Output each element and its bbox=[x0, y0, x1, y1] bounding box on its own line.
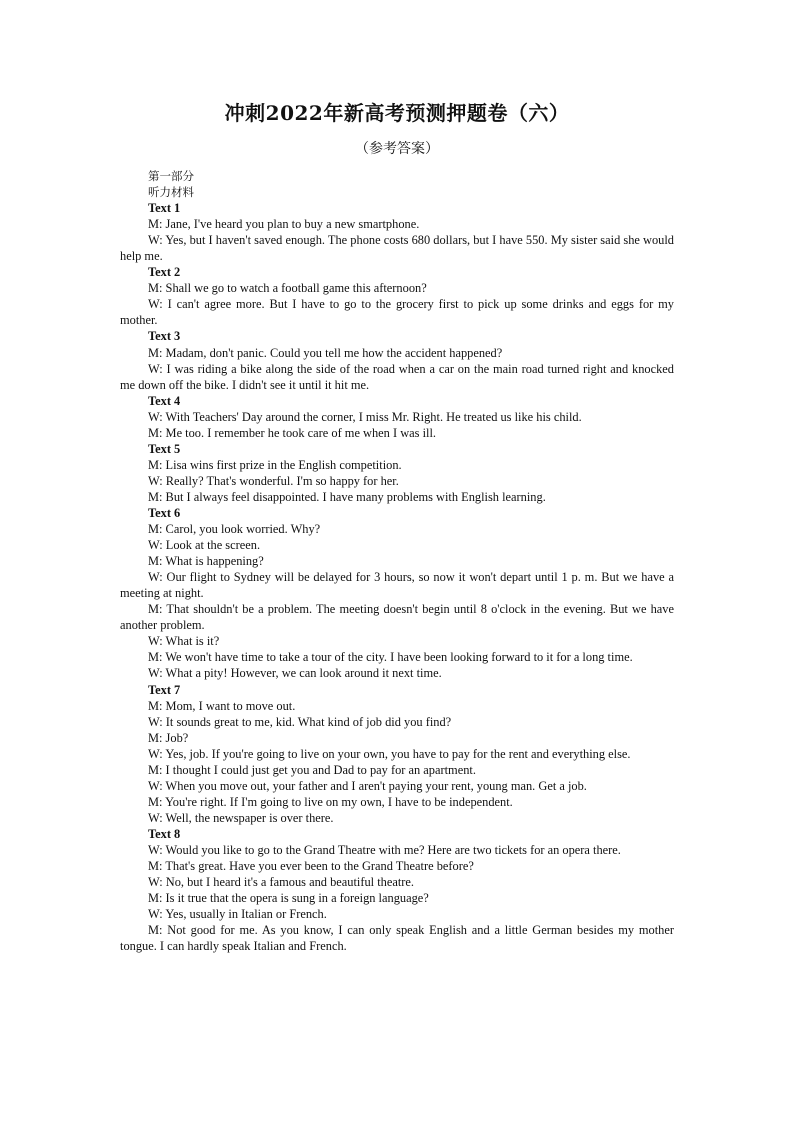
dialogue-line: W: Yes, job. If you're going to live on your own, you have to pay for the rent and everything else. bbox=[148, 746, 631, 761]
dialogue-line: W: Look at the screen. bbox=[148, 538, 261, 553]
dialogue-line: M: Carol, you look worried. Why? bbox=[148, 522, 321, 537]
dialogue-line: W: What is it? bbox=[148, 634, 220, 649]
dialogue-line: W: With Teachers' Day around the corner, I miss Mr. Right. He treated us like his child. bbox=[148, 409, 582, 424]
dialogue-line: M: Is it true that the opera is sung in a foreign language? bbox=[148, 891, 429, 906]
document-body bbox=[120, 168, 674, 954]
text-heading: Text 7 bbox=[148, 682, 181, 697]
dialogue-line: W: What a pity! However, we can look around it next time. bbox=[148, 666, 442, 681]
dialogue-line: M: Lisa wins first prize in the English competition. bbox=[148, 457, 402, 472]
dialogue-line: W: It sounds great to me, kid. What kind of job did you find? bbox=[148, 714, 452, 729]
dialogue-line: M: Not good for me. As you know, I can only speak English and a little German besides my mother tongue. I can hardly speak Italian and French. bbox=[120, 923, 674, 954]
dialogue-line: W: When you move out, your father and I aren't paying your rent, young man. Get a job. bbox=[148, 778, 587, 793]
text-heading: Text 2 bbox=[148, 265, 181, 280]
dialogue-line: M: That shouldn't be a problem. The meeting doesn't begin until 8 o'clock in the evening. But we have another problem. bbox=[120, 602, 674, 633]
dialogue-line: W: Really? That's wonderful. I'm so happy for her. bbox=[148, 473, 399, 488]
dialogue-line: W: I can't agree more. But I have to go to the grocery first to pick up some drinks and eggs for my mother. bbox=[120, 297, 674, 328]
dialogue-line: M: What is happening? bbox=[148, 554, 264, 569]
dialogue-line: M: I thought I could just get you and Dad to pay for an apartment. bbox=[148, 762, 476, 777]
dialogue-line: W: Our flight to Sydney will be delayed for 3 hours, so now it won't depart until 1 p. m. But we have a meeting at night. bbox=[120, 570, 674, 601]
dialogue-line: M: You're right. If I'm going to live on my own, I have to be independent. bbox=[148, 794, 513, 809]
dialogue-line: W: Yes, but I haven't saved enough. The phone costs 680 dollars, but I have 550. My sister said she would help me. bbox=[120, 233, 674, 264]
text-heading: Text 3 bbox=[148, 329, 181, 344]
dialogue-line: M: Jane, I've heard you plan to buy a new smartphone. bbox=[148, 217, 420, 232]
dialogue-line: M: We won't have time to take a tour of the city. I have been looking forward to it for a long time. bbox=[148, 650, 633, 665]
text-heading: Text 4 bbox=[148, 393, 181, 408]
dialogue-line: W: Yes, usually in Italian or French. bbox=[148, 907, 327, 922]
dialogue-line: M: Me too. I remember he took care of me when I was ill. bbox=[148, 425, 436, 440]
page-subtitle: （参考答案） bbox=[355, 141, 439, 157]
text-heading: Text 5 bbox=[148, 441, 181, 456]
dialogue-line: M: Job? bbox=[148, 730, 189, 745]
dialogue-line: M: Shall we go to watch a football game this afternoon? bbox=[148, 281, 427, 296]
dialogue-line: M: That's great. Have you ever been to the Grand Theatre before? bbox=[148, 859, 474, 874]
section-label: 听力材料 bbox=[148, 185, 194, 200]
dialogue-line: M: Madam, don't panic. Could you tell me how the accident happened? bbox=[148, 345, 503, 360]
text-heading: Text 1 bbox=[148, 201, 181, 216]
dialogue-line: W: No, but I heard it's a famous and beautiful theatre. bbox=[148, 875, 415, 890]
dialogue-line: W: I was riding a bike along the side of the road when a car on the main road turned right and knocked me down off the bike. I didn't see it until it hit me. bbox=[120, 361, 674, 392]
part-label: 第一部分 bbox=[148, 169, 194, 183]
dialogue-line: W: Would you like to go to the Grand Theatre with me? Here are two tickets for an opera there. bbox=[148, 842, 621, 857]
page-title: 冲刺2022年新高考预测押题卷（六） bbox=[224, 101, 570, 125]
dialogue-line: W: Well, the newspaper is over there. bbox=[148, 810, 334, 825]
dialogue-line: M: But I always feel disappointed. I have many problems with English learning. bbox=[148, 489, 546, 504]
text-heading: Text 6 bbox=[148, 505, 181, 520]
text-heading: Text 8 bbox=[148, 826, 181, 841]
dialogue-line: M: Mom, I want to move out. bbox=[148, 698, 296, 713]
